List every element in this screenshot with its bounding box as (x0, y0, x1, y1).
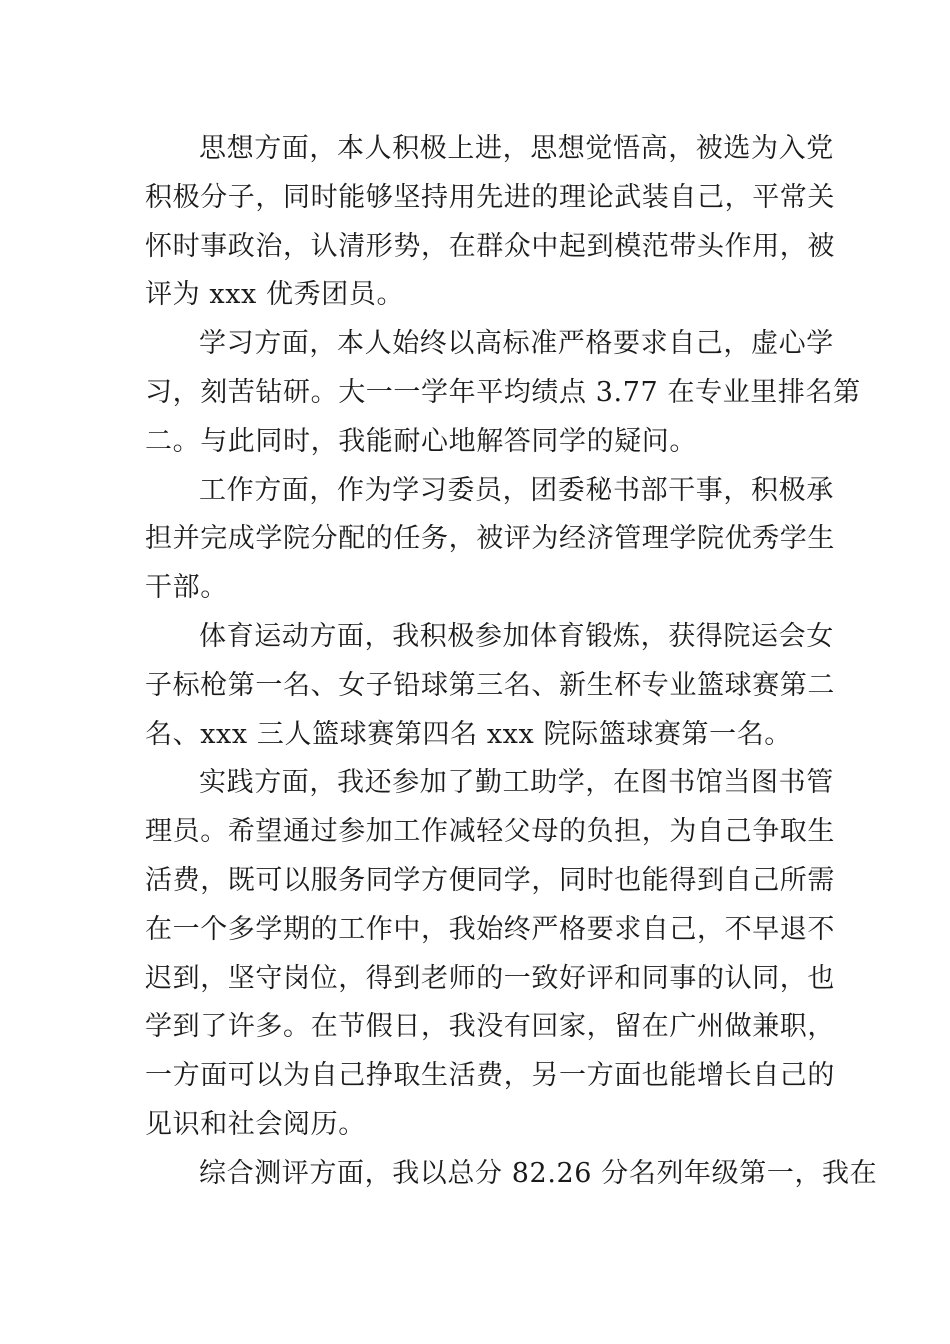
paragraph-practice-line: 活费，既可以服务同学方便同学，同时也能得到自己所需 (145, 864, 835, 896)
paragraph-work-line: 干部。 (145, 572, 228, 604)
paragraph-study-line: 习，刻苦钻研。大一一学年平均绩点 3.77 在专业里排名第 (145, 376, 861, 408)
paragraph-study-line: 学习方面，本人始终以高标准严格要求自己，虚心学 (199, 328, 834, 360)
paragraph-work-line: 工作方面，作为学习委员，团委秘书部干事，积极承 (199, 474, 834, 506)
paragraph-practice-line: 在一个多学期的工作中，我始终严格要求自己，不早退不 (145, 913, 835, 945)
paragraph-thought-line: 思想方面，本人积极上进，思想觉悟高，被选为入党 (199, 133, 834, 164)
paragraph-sports-line: 子标枪第一名、女子铅球第三名、新生杯专业篮球赛第二 (145, 669, 835, 701)
paragraph-practice-line: 理员。希望通过参加工作减轻父母的负担，为自己争取生 (145, 816, 835, 848)
paragraph-sports-line: 名、xxx 三人篮球赛第四名 xxx 院际篮球赛第一名。 (145, 718, 792, 750)
paragraph-thought-line: 评为 xxx 优秀团员。 (145, 279, 405, 311)
paragraph-practice-line: 见识和社会阅历。 (145, 1108, 366, 1140)
paragraph-sports-line: 体育运动方面，我积极参加体育锻炼，获得院运会女 (199, 620, 834, 652)
paragraph-practice-line: 迟到，坚守岗位，得到老师的一致好评和同事的认同，也 (145, 962, 835, 994)
paragraph-thought-line: 积极分子，同时能够坚持用先进的理论武装自己，平常关 (145, 181, 835, 213)
document-body (145, 125, 878, 1199)
paragraph-practice-line: 一方面可以为自己挣取生活费，另一方面也能增长自己的 (145, 1060, 835, 1092)
paragraph-thought-line: 怀时事政治，认清形势，在群众中起到模范带头作用，被 (145, 230, 835, 262)
paragraph-practice-line: 学到了许多。在节假日，我没有回家，留在广州做兼职， (145, 1011, 835, 1043)
paragraph-work-line: 担并完成学院分配的任务，被评为经济管理学院优秀学生 (145, 523, 835, 555)
paragraph-study-line: 二。与此同时，我能耐心地解答同学的疑问。 (145, 425, 697, 457)
paragraph-evaluation-line: 综合测评方面，我以总分 82.26 分名列年级第一，我在 (199, 1157, 878, 1189)
paragraph-practice-line: 实践方面，我还参加了勤工助学，在图书馆当图书管 (199, 767, 834, 799)
